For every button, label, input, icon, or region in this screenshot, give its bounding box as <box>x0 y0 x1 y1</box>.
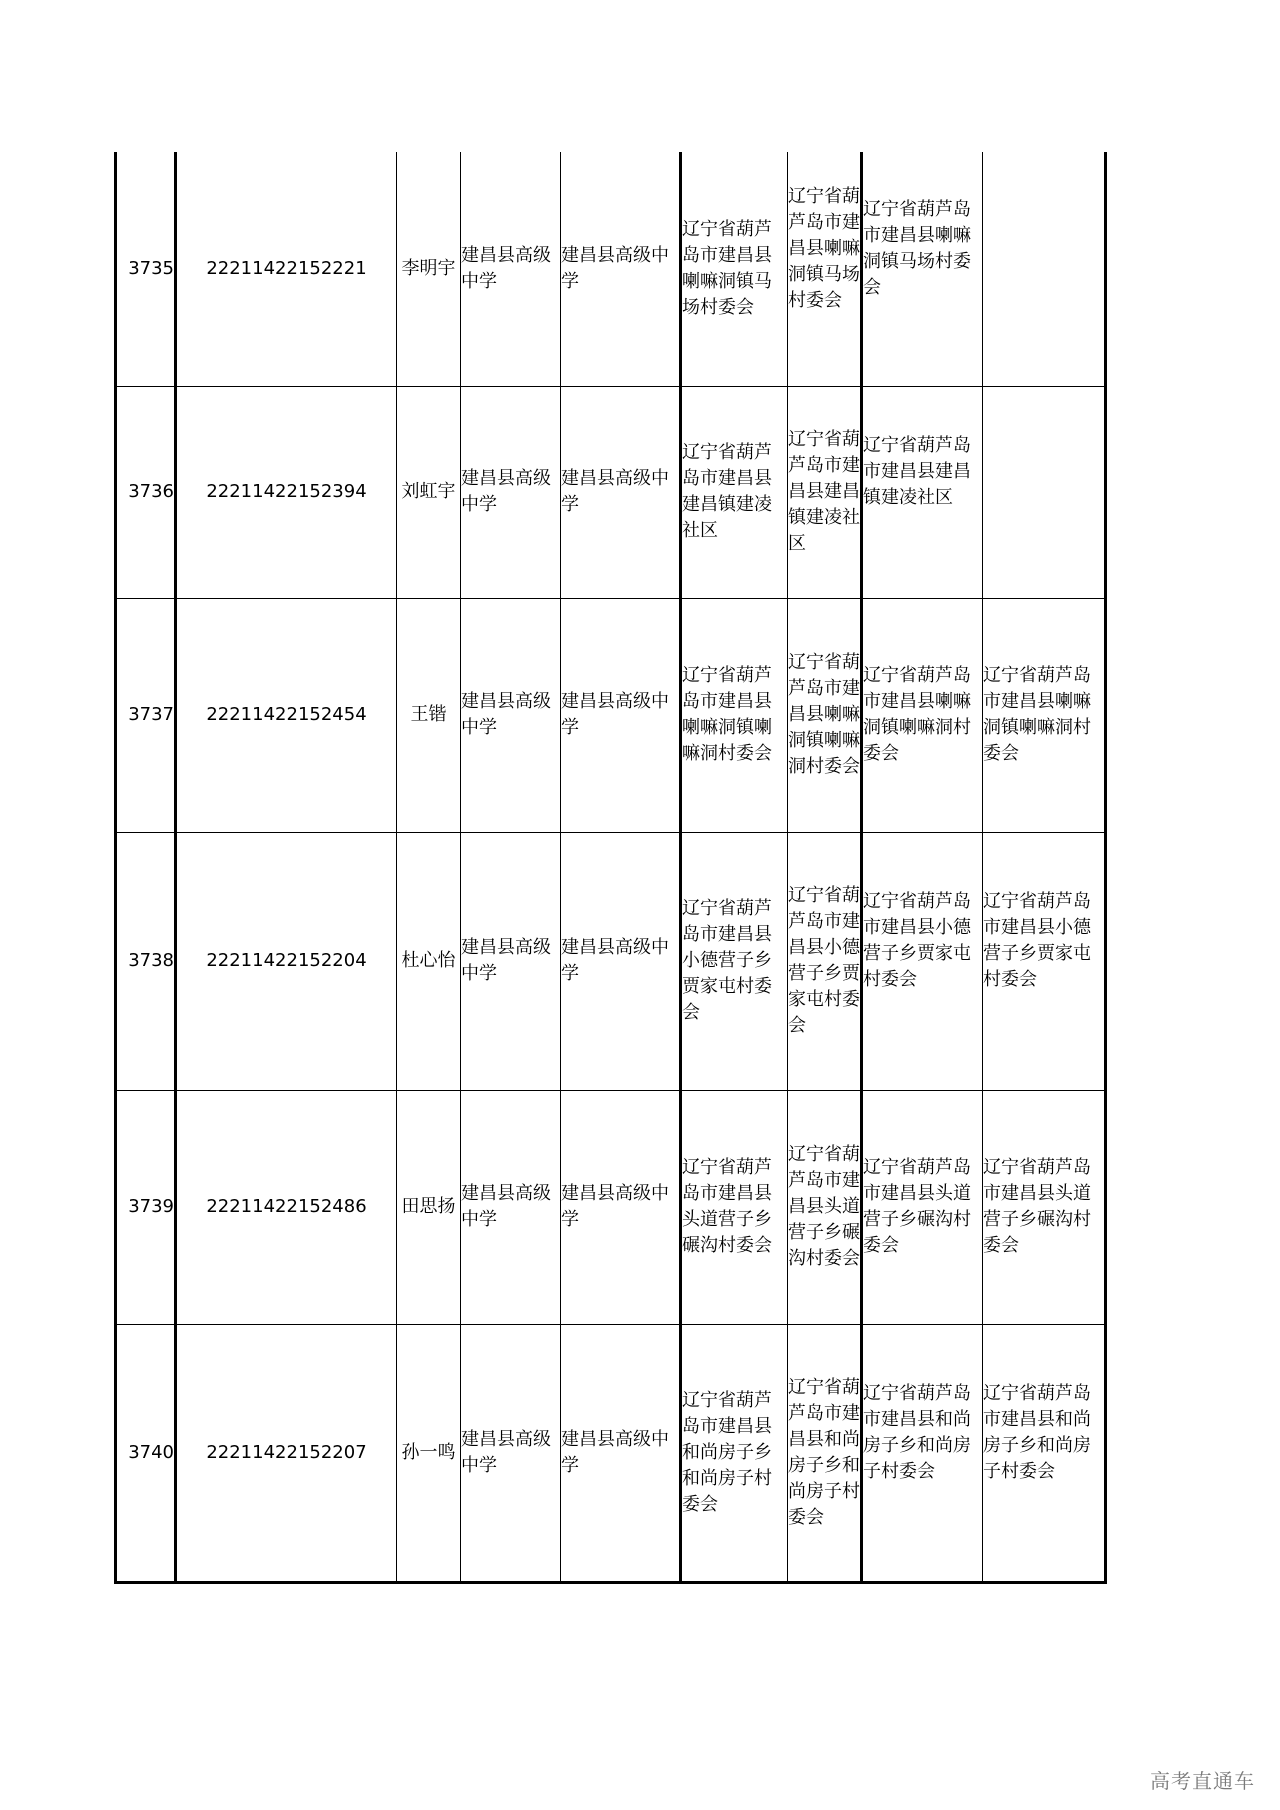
property-address <box>983 152 1106 386</box>
household-address: 辽宁省葫芦岛市建昌县喇嘛洞镇喇嘛洞村委会 <box>681 598 788 832</box>
table-row <box>116 1324 1106 1582</box>
residence-address: 辽宁省葫芦岛市建昌县小德营子乡贾家屯村委会 <box>788 832 862 1090</box>
school-name: 建昌县高级中学 <box>461 598 561 832</box>
admission-school: 建昌县高级中学 <box>561 386 681 598</box>
exam-number: 22211422152454 <box>176 598 397 832</box>
row-index: 3739 <box>116 1090 176 1324</box>
row-index: 3736 <box>116 386 176 598</box>
table-row <box>116 598 1106 832</box>
row-index: 3735 <box>116 152 176 386</box>
household-address: 辽宁省葫芦岛市建昌县和尚房子乡和尚房子村委会 <box>681 1324 788 1582</box>
student-name: 杜心怡 <box>397 832 461 1090</box>
school-name: 建昌县高级中学 <box>461 1324 561 1582</box>
admission-school: 建昌县高级中学 <box>561 152 681 386</box>
table-row <box>116 386 1106 598</box>
household-address: 辽宁省葫芦岛市建昌县小德营子乡贾家屯村委会 <box>681 832 788 1090</box>
school-name: 建昌县高级中学 <box>461 832 561 1090</box>
residence-address: 辽宁省葫芦岛市建昌县头道营子乡碾沟村委会 <box>788 1090 862 1324</box>
table-row <box>116 1090 1106 1324</box>
guardian-address: 辽宁省葫芦岛市建昌县和尚房子乡和尚房子村委会 <box>862 1324 983 1582</box>
row-index: 3740 <box>116 1324 176 1582</box>
admission-school: 建昌县高级中学 <box>561 832 681 1090</box>
residence-address: 辽宁省葫芦岛市建昌县建昌镇建凌社区 <box>788 386 862 598</box>
row-index: 3738 <box>116 832 176 1090</box>
roster-table <box>114 152 1107 1584</box>
guardian-address: 辽宁省葫芦岛市建昌县喇嘛洞镇喇嘛洞村委会 <box>862 598 983 832</box>
row-index: 3737 <box>116 598 176 832</box>
student-name: 李明宇 <box>397 152 461 386</box>
property-address: 辽宁省葫芦岛市建昌县喇嘛洞镇喇嘛洞村委会 <box>983 598 1106 832</box>
property-address: 辽宁省葫芦岛市建昌县头道营子乡碾沟村委会 <box>983 1090 1106 1324</box>
residence-address: 辽宁省葫芦岛市建昌县和尚房子乡和尚房子村委会 <box>788 1324 862 1582</box>
student-name: 王锴 <box>397 598 461 832</box>
property-address: 辽宁省葫芦岛市建昌县和尚房子乡和尚房子村委会 <box>983 1324 1106 1582</box>
guardian-address: 辽宁省葫芦岛市建昌县小德营子乡贾家屯村委会 <box>862 832 983 1090</box>
exam-number: 22211422152486 <box>176 1090 397 1324</box>
household-address: 辽宁省葫芦岛市建昌县喇嘛洞镇马场村委会 <box>681 152 788 386</box>
student-name: 孙一鸣 <box>397 1324 461 1582</box>
guardian-address: 辽宁省葫芦岛市建昌县喇嘛洞镇马场村委会 <box>862 152 983 386</box>
exam-number: 22211422152207 <box>176 1324 397 1582</box>
property-address <box>983 386 1106 598</box>
admission-school: 建昌县高级中学 <box>561 598 681 832</box>
household-address: 辽宁省葫芦岛市建昌县建昌镇建凌社区 <box>681 386 788 598</box>
exam-number: 22211422152204 <box>176 832 397 1090</box>
school-name: 建昌县高级中学 <box>461 152 561 386</box>
student-name: 刘虹宇 <box>397 386 461 598</box>
admission-school: 建昌县高级中学 <box>561 1324 681 1582</box>
admission-school: 建昌县高级中学 <box>561 1090 681 1324</box>
exam-number: 22211422152394 <box>176 386 397 598</box>
school-name: 建昌县高级中学 <box>461 386 561 598</box>
student-name: 田思扬 <box>397 1090 461 1324</box>
school-name: 建昌县高级中学 <box>461 1090 561 1324</box>
site-watermark: 高考直通车 <box>1150 1769 1255 1793</box>
property-address: 辽宁省葫芦岛市建昌县小德营子乡贾家屯村委会 <box>983 832 1106 1090</box>
table-row <box>116 152 1106 386</box>
exam-number: 22211422152221 <box>176 152 397 386</box>
table-row <box>116 832 1106 1090</box>
residence-address: 辽宁省葫芦岛市建昌县喇嘛洞镇喇嘛洞村委会 <box>788 598 862 832</box>
residence-address: 辽宁省葫芦岛市建昌县喇嘛洞镇马场村委会 <box>788 152 862 386</box>
guardian-address: 辽宁省葫芦岛市建昌县建昌镇建凌社区 <box>862 386 983 598</box>
household-address: 辽宁省葫芦岛市建昌县头道营子乡碾沟村委会 <box>681 1090 788 1324</box>
guardian-address: 辽宁省葫芦岛市建昌县头道营子乡碾沟村委会 <box>862 1090 983 1324</box>
